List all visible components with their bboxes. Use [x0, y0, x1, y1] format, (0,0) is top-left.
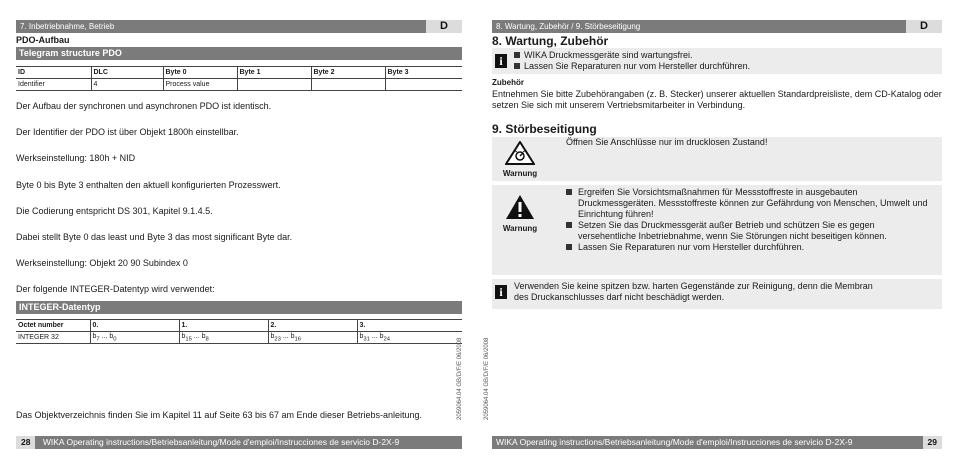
- info-text: Verwenden Sie keine spitzen bzw. harten Gegenstände zur Reinigung, denn die Membran des Druckanschlusses darf nicht beschädigt werden.: [514, 281, 873, 302]
- table-integer-datatype: [16, 319, 462, 344]
- table2-bit-range: $b_7$ ... $b_0$: [90, 332, 179, 344]
- table1-header-cell: DLC: [91, 67, 163, 79]
- info-box-maintenance: [492, 48, 942, 74]
- left-footer-text: WIKA Operating instructions/Betriebsanleitung/Mode d'emploi/Instrucciones de servicio D-2X-9: [42, 437, 400, 447]
- table1-cell: [311, 79, 385, 91]
- paragraph: Der Identifier der PDO ist über Objekt 1800h einstellbar.: [16, 127, 239, 137]
- table1-header-row: [16, 67, 462, 79]
- warning-list: [566, 187, 934, 253]
- info-list: [514, 50, 750, 72]
- warning-box-residues: [492, 185, 942, 275]
- right-language-badge: D: [906, 20, 942, 33]
- right-footer-text: WIKA Operating instructions/Betriebsanleitung/Mode d'emploi/Instrucciones de servicio D-2X-9: [496, 437, 853, 447]
- left-page-number: 28: [16, 436, 35, 449]
- warning-box-pressure: [492, 137, 942, 181]
- table2-caption: INTEGER-Datentyp: [16, 301, 462, 314]
- right-footer-bar: [492, 436, 942, 449]
- closing-paragraph: Das Objektverzeichnis finden Sie im Kapitel 11 auf Seite 63 bis 67 am Ende dieser Betriebs-anleitung.: [16, 410, 423, 420]
- page-left: [16, 0, 462, 471]
- paragraph: Der Aufbau der synchronen und asynchronen PDO ist identisch.: [16, 101, 272, 111]
- list-item: Setzen Sie das Druckmessgerät außer Betrieb und schützen Sie es gegen versehentliche Inbetriebnahme, wenn Sie Störungen nicht beseitigen können.: [566, 220, 934, 242]
- table1-cell: [237, 79, 311, 91]
- table2-header-cell: Octet number: [16, 320, 90, 332]
- warning-label: Warnung: [502, 224, 538, 233]
- table1-header-cell: Byte 3: [385, 67, 462, 79]
- table1-header-cell: Byte 1: [237, 67, 311, 79]
- table1-header-cell: Byte 0: [163, 67, 237, 79]
- right-page-number: 29: [923, 436, 942, 449]
- right-side-code: 2059064.04 GB/D/F/E 06/2008: [484, 337, 490, 420]
- paragraph: Die Codierung entspricht DS 301, Kapitel 9.1.4.5.: [16, 206, 213, 216]
- zubehoer-paragraph: Entnehmen Sie bitte Zubehörangaben (z. B. Stecker) unserer aktuellen Standardpreisliste, dem CD-Katalog oder setzen Sie sich mit unserem Vertriebsmitarbeiter in Verbindung.: [492, 89, 942, 110]
- table1-cell: Identifier: [16, 79, 91, 91]
- table2-bit-range: $b_{15}$ ... $b_8$: [179, 332, 268, 344]
- table2-bit-range: $b_{23}$ ... $b_{16}$: [268, 332, 357, 344]
- subheading-zubehoer: Zubehör: [492, 78, 524, 87]
- paragraph: Byte 0 bis Byte 3 enthalten den aktuell konfigurierten Prozesswert.: [16, 180, 281, 190]
- info-icon: i: [495, 285, 507, 299]
- info-box-cleaning: [492, 279, 942, 309]
- table1-header-cell: ID: [16, 67, 91, 79]
- left-header-bar: [16, 20, 462, 33]
- left-side-code: 2059064.04 GB/D/F/E 06/2008: [457, 337, 463, 420]
- heading-stoerbeseitigung: 9. Störbeseitigung: [492, 122, 597, 136]
- table2-bit-range: $b_{31}$ ... $b_{24}$: [357, 332, 462, 344]
- table1-header-cell: Byte 2: [311, 67, 385, 79]
- table2-row-label: INTEGER 32: [16, 332, 90, 344]
- paragraph: Werkseinstellung: Objekt 20 90 Subindex 0: [16, 258, 188, 268]
- info-icon: i: [495, 54, 507, 68]
- warning-triangle-icon: [498, 194, 542, 233]
- paragraph: Werkseinstellung: 180h + NID: [16, 153, 136, 163]
- heading-wartung: 8. Wartung, Zubehör: [492, 34, 609, 48]
- paragraph: Der folgende INTEGER-Datentyp wird verwendet:: [16, 284, 215, 294]
- page-right: [492, 0, 942, 471]
- paragraph: Dabei stellt Byte 0 das least und Byte 3 das most significant Byte dar.: [16, 232, 293, 242]
- list-item: Lassen Sie Reparaturen nur vom Hersteller durchführen.: [566, 242, 934, 253]
- pressure-warning-icon: [498, 141, 542, 178]
- left-footer-bar: [16, 436, 462, 449]
- pdo-title: PDO-Aufbau: [16, 35, 70, 45]
- warning-text: Öffnen Sie Anschlüsse nur im drucklosen Zustand!: [566, 137, 768, 147]
- table2-header-cell: 1.: [179, 320, 268, 332]
- table1-cell: 4: [91, 79, 163, 91]
- right-header-section: 8. Wartung, Zubehör / 9. Störbeseitigung: [496, 22, 641, 31]
- right-header-bar: [492, 20, 942, 33]
- table2-row: [16, 332, 462, 344]
- table2-header-row: [16, 320, 462, 332]
- table1-cell: [385, 79, 462, 91]
- table1-row: [16, 79, 462, 91]
- left-language-badge: D: [426, 20, 462, 33]
- table-telegram-structure: [16, 66, 462, 91]
- table2-header-cell: 3.: [357, 320, 462, 332]
- warning-label: Warnung: [502, 169, 538, 178]
- table1-caption: Telegram structure PDO: [16, 47, 462, 60]
- table1-cell: Process value: [163, 79, 237, 91]
- list-item: WIKA Druckmessgeräte sind wartungsfrei.: [514, 50, 750, 61]
- table2-header-cell: 0.: [90, 320, 179, 332]
- list-item: Ergreifen Sie Vorsichtsmaßnahmen für Messstoffreste in ausgebauten Druckmessgeräten. Messstoffreste können zur Gefährdung von Menschen, Umwelt und Einrichtung führen!: [566, 187, 934, 220]
- list-item: Lassen Sie Reparaturen nur vom Hersteller durchführen.: [514, 61, 750, 72]
- left-header-section: 7. Inbetriebnahme, Betrieb: [20, 22, 115, 31]
- table2-header-cell: 2.: [268, 320, 357, 332]
